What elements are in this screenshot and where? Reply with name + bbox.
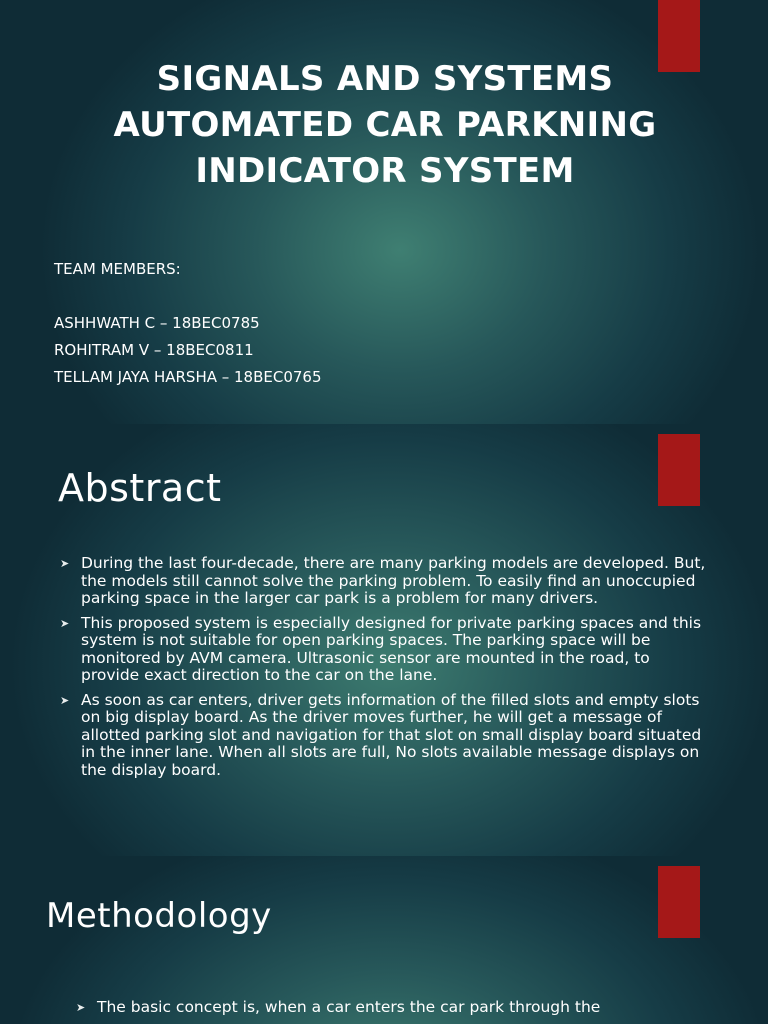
arrow-bullet-icon: ➤ [60, 557, 70, 570]
bullet-text: During the last four-decade, there are many parking models are developed. But, the models still cannot solve the parking problem. To easily find an unoccupied parking space in the larger car park is a problem for many drivers. [81, 554, 706, 607]
list-item [60, 692, 710, 780]
bullet-text: This proposed system is especially designed for private parking spaces and this system is not suitable for open parking spaces. The parking space will be monitored by AVM camera. Ultrasonic sensor are mounted in the road, to provide exact direction to the car on the lane. [81, 613, 702, 684]
arrow-bullet-icon: ➤ [60, 693, 70, 707]
team-member: ASHHWATH C – 18BEC0785 [54, 314, 260, 332]
title-line: AUTOMATED CAR PARKNING [113, 105, 657, 145]
abstract-bullet-list [60, 555, 710, 786]
abstract-heading: Abstract [58, 466, 222, 510]
bullet-text: As soon as car enters, driver gets information of the filled slots and empty slots on big display board. As the driver moves further, he will get a message of allotted parking slot and navigation for that slot on small display board situated in the inner lane. When all slots are full, No slots available message displays on the display board. [81, 690, 702, 779]
team-members-label: TEAM MEMBERS: [54, 260, 181, 278]
methodology-bullet-list [76, 999, 696, 1024]
arrow-bullet-icon: ➤ [60, 616, 70, 630]
red-accent-bar [658, 434, 700, 506]
team-member: TELLAM JAYA HARSHA – 18BEC0765 [54, 368, 322, 386]
title-line: INDICATOR SYSTEM [195, 151, 575, 191]
list-item [60, 615, 710, 685]
team-member: ROHITRAM V – 18BEC0811 [54, 341, 254, 359]
red-accent-bar [658, 866, 700, 938]
methodology-heading: Methodology [46, 896, 272, 936]
list-item [60, 555, 710, 608]
presentation-title [60, 56, 710, 194]
bullet-text: The basic concept is, when a car enters the car park through the [97, 998, 601, 1016]
abstract-slide [0, 424, 768, 856]
methodology-slide [0, 856, 768, 1024]
team-members-block [54, 256, 322, 391]
arrow-bullet-icon: ➤ [76, 1001, 86, 1014]
title-slide [0, 0, 768, 424]
list-item [76, 999, 696, 1017]
title-line: SIGNALS AND SYSTEMS [156, 59, 614, 99]
